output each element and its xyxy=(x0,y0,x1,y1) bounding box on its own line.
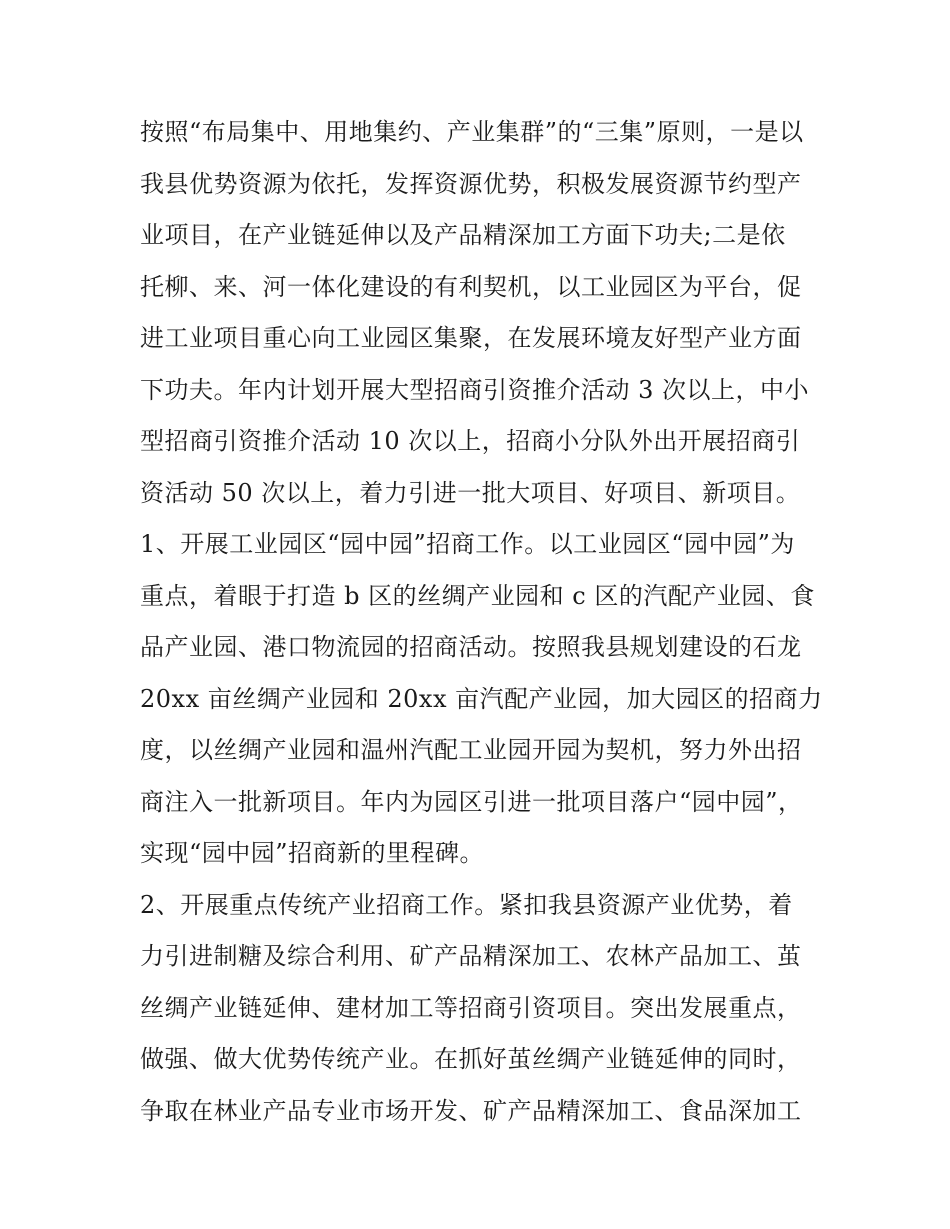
text-line: 进工业项目重心向工业园区集聚，在发展环境友好型产业方面 xyxy=(140,324,802,352)
text-line: 丝绸产业链延伸、建材加工等招商引资项目。突出发展重点， xyxy=(140,993,802,1022)
text-line: 型招商引资推介活动 10 次以上，招商小分队外出开展招商引 xyxy=(140,427,801,455)
text-line: 按照“布局集中、用地集约、产业集群”的“三集”原则，一是以 xyxy=(140,118,804,146)
text-line: 托柳、来、河一体化建设的有利契机，以工业园区为平台，促 xyxy=(140,272,802,301)
text-line: 20xx 亩丝绸产业园和 20xx 亩汽配产业园，加大园区的招商力 xyxy=(140,684,823,713)
text-line: 2、开展重点传统产业招商工作。紧扣我县资源产业优势，着 xyxy=(140,890,793,919)
text-line: 重点，着眼于打造 b 区的丝绸产业园和 c 区的汽配产业园、食 xyxy=(140,581,815,610)
text-line: 力引进制糖及综合利用、矿产品精深加工、农林产品加工、茧 xyxy=(140,942,802,970)
body-text xyxy=(140,107,823,1137)
text-line: 实现“园中园”招商新的里程碑。 xyxy=(140,839,485,867)
text-line: 我县优势资源为依托，发挥资源优势，积极发展资源节约型产 xyxy=(140,169,802,198)
text-line: 做强、做大优势传统产业。在抓好茧丝绸产业链延伸的同时， xyxy=(140,1045,802,1073)
text-line: 商注入一批新项目。年内为园区引进一批项目落户“园中园”， xyxy=(140,787,803,816)
text-line: 资活动 50 次以上，着力引进一批大项目、好项目、新项目。 xyxy=(140,478,801,507)
text-line: 争取在林业产品专业市场开发、矿产品精深加工、食品深加工 xyxy=(140,1096,802,1125)
text-line: 业项目，在产业链延伸以及产品精深加工方面下功夫;二是依 xyxy=(140,221,786,249)
text-line: 品产业园、港口物流园的招商活动。按照我县规划建设的石龙 xyxy=(140,633,802,661)
text-line: 1、开展工业园区“园中园”招商工作。以工业园区“园中园”为 xyxy=(140,530,795,558)
text-line: 度，以丝绸产业园和温州汽配工业园开园为契机，努力外出招 xyxy=(140,736,802,764)
text-line: 下功夫。年内计划开展大型招商引资推介活动 3 次以上，中小 xyxy=(140,375,810,404)
